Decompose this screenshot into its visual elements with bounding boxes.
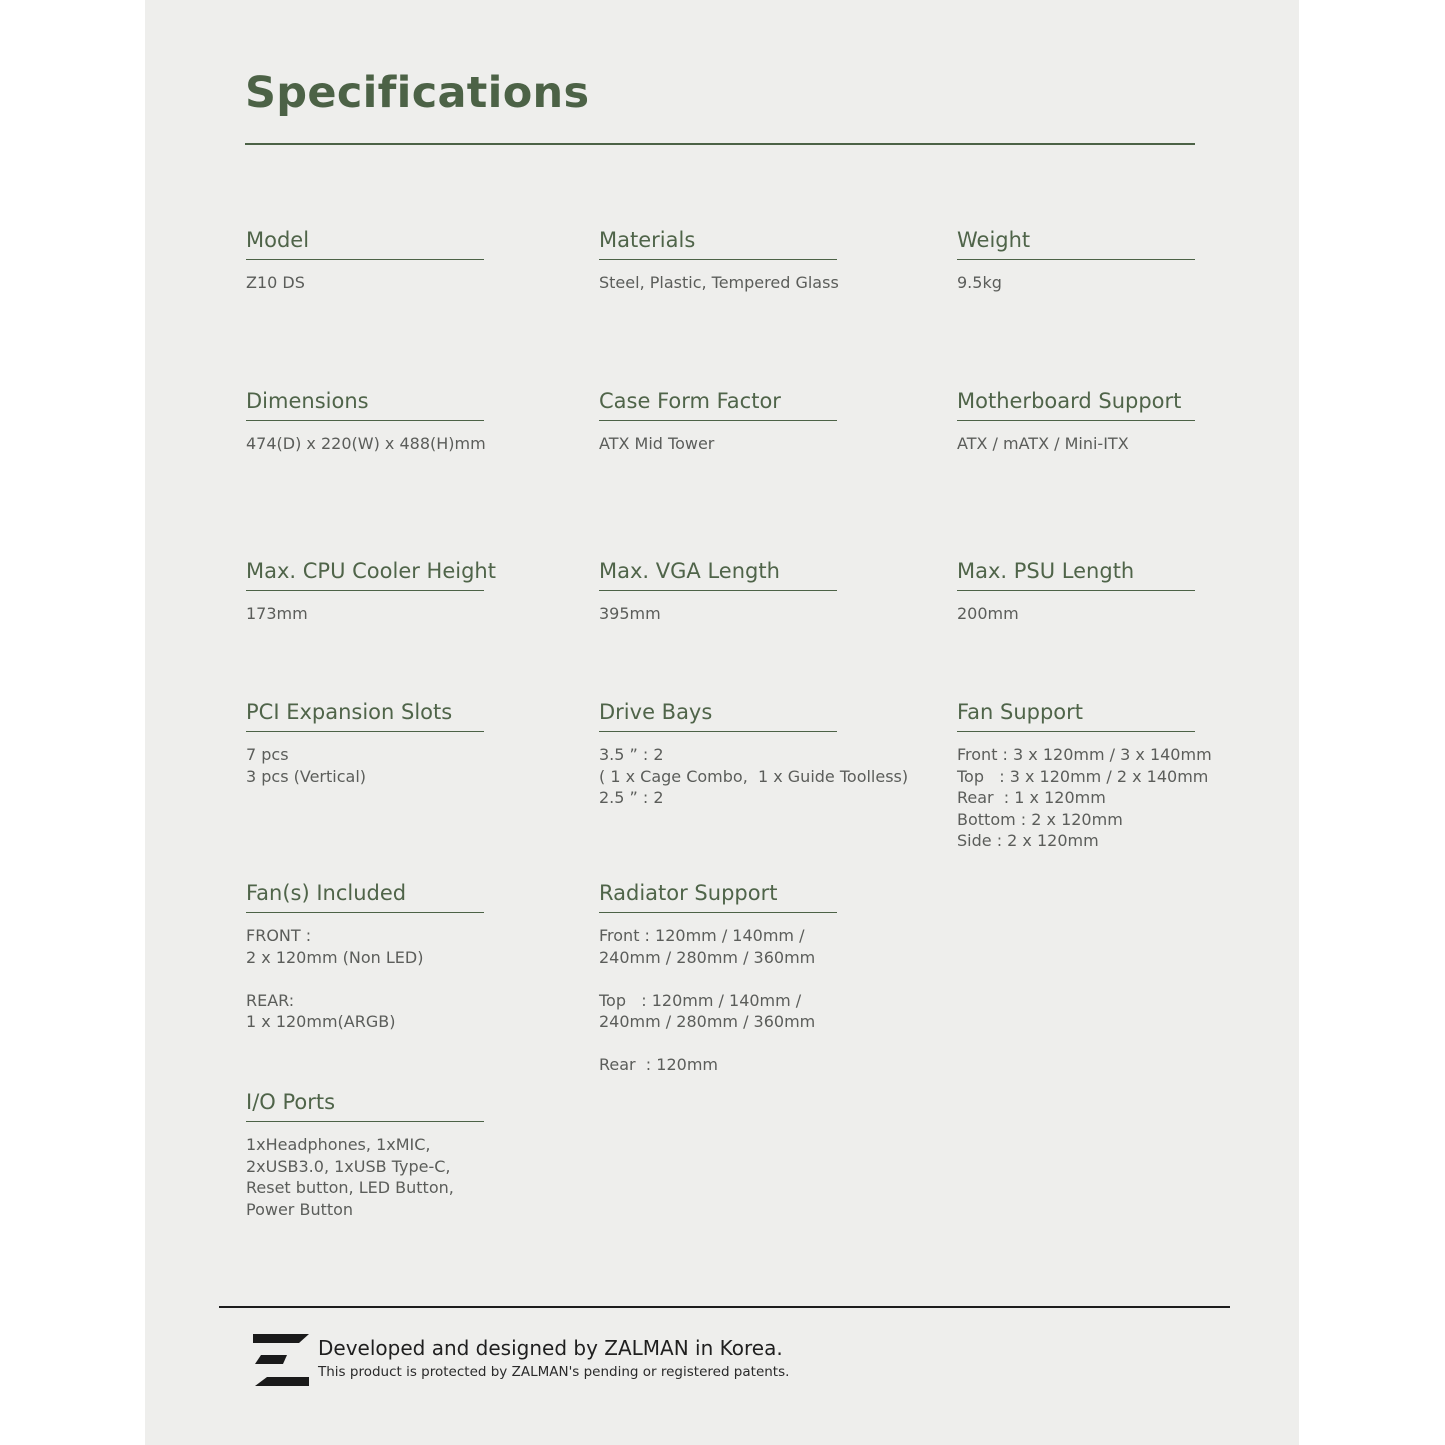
spec-value: 395mm bbox=[599, 604, 661, 623]
spec-fans-included bbox=[246, 874, 484, 1033]
spec-value: ATX Mid Tower bbox=[599, 434, 715, 453]
spec-label: Max. PSU Length bbox=[957, 552, 1195, 591]
spec-label: Case Form Factor bbox=[599, 382, 837, 421]
spec-label: Fan(s) Included bbox=[246, 874, 484, 913]
page-title: Specifications bbox=[245, 68, 590, 118]
spec-motherboard-support bbox=[957, 382, 1195, 455]
spec-max-cpu-cooler-height bbox=[246, 552, 496, 625]
spec-model bbox=[246, 221, 484, 294]
spec-pci-expansion-slots bbox=[246, 693, 484, 787]
spec-value: 7 pcs 3 pcs (Vertical) bbox=[246, 745, 367, 786]
spec-drive-bays bbox=[599, 693, 837, 809]
spec-case-form-factor bbox=[599, 382, 837, 455]
spec-label: Max. CPU Cooler Height bbox=[246, 552, 484, 591]
spec-value: Front : 3 x 120mm / 3 x 140mm Top : 3 x 120mm / 2 x 140mm Rear : 1 x 120mm Bottom : 2 x 120mm Side : 2 x 120mm bbox=[957, 745, 1212, 850]
zalman-logo-icon bbox=[253, 1334, 309, 1386]
footer-headline: Developed and designed by ZALMAN in Korea. bbox=[318, 1336, 783, 1360]
spec-value: 173mm bbox=[246, 604, 308, 623]
spec-max-vga-length bbox=[599, 552, 837, 625]
title-divider bbox=[245, 143, 1195, 145]
spec-value: Steel, Plastic, Tempered Glass bbox=[599, 273, 839, 292]
footer-divider bbox=[219, 1306, 1230, 1308]
spec-label: Radiator Support bbox=[599, 874, 837, 913]
spec-fan-support bbox=[957, 693, 1212, 852]
spec-value: 474(D) x 220(W) x 488(H)mm bbox=[246, 434, 486, 453]
spec-label: Weight bbox=[957, 221, 1195, 260]
footer-note: This product is protected by ZALMAN's pending or registered patents. bbox=[318, 1364, 790, 1380]
spec-weight bbox=[957, 221, 1195, 294]
spec-label: Motherboard Support bbox=[957, 382, 1195, 421]
spec-materials bbox=[599, 221, 837, 294]
spec-label: Dimensions bbox=[246, 382, 484, 421]
spec-label: Materials bbox=[599, 221, 837, 260]
spec-label: Model bbox=[246, 221, 484, 260]
spec-label: PCI Expansion Slots bbox=[246, 693, 484, 732]
spec-value: FRONT : 2 x 120mm (Non LED) REAR: 1 x 120mm(ARGB) bbox=[246, 926, 424, 1031]
spec-radiator-support bbox=[599, 874, 837, 1076]
spec-io-ports bbox=[246, 1083, 484, 1220]
spec-dimensions bbox=[246, 382, 484, 455]
spec-value: 1xHeadphones, 1xMIC, 2xUSB3.0, 1xUSB Type-C, Reset button, LED Button, Power Button bbox=[246, 1135, 454, 1219]
spec-value: 3.5 ” : 2 ( 1 x Cage Combo, 1 x Guide 2.5 ” : 2 bbox=[599, 745, 835, 807]
spec-value: 9.5kg bbox=[957, 273, 1002, 292]
spec-value: Z10 DS bbox=[246, 273, 305, 292]
spec-label: Fan Support bbox=[957, 693, 1195, 732]
spec-label: I/O Ports bbox=[246, 1083, 484, 1122]
spec-value: ATX / mATX / Mini-ITX bbox=[957, 434, 1129, 453]
spec-label: Drive Bays bbox=[599, 693, 837, 732]
spec-value: Front : 120mm / 140mm / 240mm / 280mm / 360mm Top : 120mm / 140mm / 240mm / 280mm / 360mm Rear : 120mm bbox=[599, 926, 816, 1074]
spec-value: 200mm bbox=[957, 604, 1019, 623]
spec-label: Max. VGA Length bbox=[599, 552, 837, 591]
spec-max-psu-length bbox=[957, 552, 1195, 625]
